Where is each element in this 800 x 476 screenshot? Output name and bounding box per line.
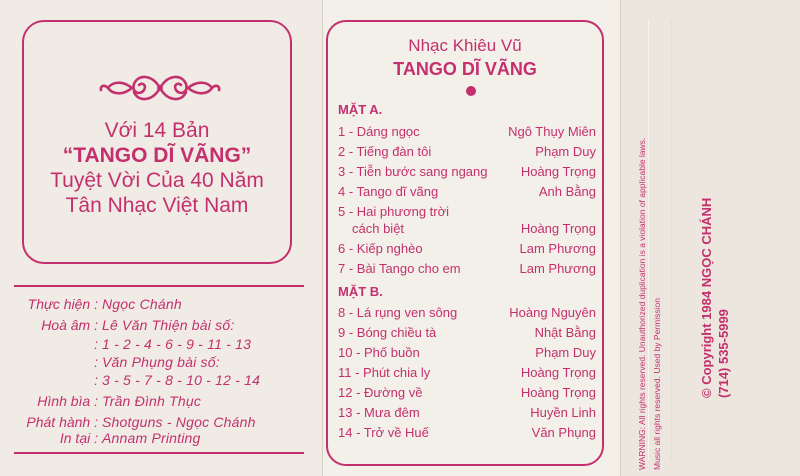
track-artist: Hoàng Trọng — [520, 164, 596, 179]
warning-text: WARNING: All rights reserved. Unauthorized duplication is a violation of applicable laws. — [637, 137, 647, 470]
track-artist: Văn Phụng — [531, 425, 596, 440]
track-title: 11 - Phút chia ly — [338, 365, 431, 380]
credit-label: Thực hiện : — [27, 296, 98, 312]
tracklist-box — [326, 20, 604, 466]
credit-label: In tại : — [59, 430, 98, 446]
track-artist: Anh Bằng — [538, 184, 596, 199]
fold-line — [322, 0, 323, 476]
track-title: 6 - Kiếp nghèo — [338, 241, 423, 256]
scroll-ornament-icon — [98, 70, 222, 106]
track-artist: Lam Phương — [519, 241, 596, 256]
album-title: TANGO DĨ VÃNG — [393, 59, 537, 79]
track-title: 2 - Tiếng đàn tôi — [338, 144, 432, 159]
track-artist: Hoàng Trọng — [520, 365, 596, 380]
track-title: 3 - Tiễn bước sang ngang — [338, 164, 488, 179]
credit-label: : — [94, 354, 98, 370]
title-lines — [24, 118, 290, 218]
track-artist: Ngô Thụy Miên — [508, 124, 596, 139]
copyright-text: © Copyright 1984 NGỌC CHÁNH — [699, 197, 714, 398]
credit-value: Shotguns - Ngọc Chánh — [102, 414, 256, 430]
track-artist: Phạm Duy — [535, 345, 596, 360]
credit-label: : — [94, 372, 98, 388]
credit-label: Phát hành : — [26, 414, 98, 430]
track-artist: Hoàng Nguyên — [509, 305, 596, 320]
track-title: 14 - Trở về Huế — [338, 425, 429, 440]
track-artist: Huyền Linh — [530, 405, 596, 420]
track-title: 4 - Tango dĩ vãng — [338, 184, 439, 199]
title-line-tagline: Tuyệt Vời Của 40 Năm — [50, 169, 264, 192]
side-b-label: MẶT B. — [338, 284, 383, 299]
phone-number: (714) 535-5999 — [716, 309, 731, 398]
track-artist: Phạm Duy — [535, 144, 596, 159]
track-artist: Nhật Bằng — [534, 325, 596, 340]
track-title-continued: cách biệt — [352, 221, 405, 236]
bullet-dot-icon — [466, 86, 476, 96]
credits-top-divider — [14, 285, 304, 287]
title-line-album: “TANGO DĨ VÃNG” — [62, 144, 252, 167]
title-line-count: Với 14 Bản — [104, 119, 210, 142]
credit-value: Annam Printing — [102, 430, 201, 446]
credit-label: Hoà âm : — [41, 317, 98, 333]
credit-value: Văn Phụng bài số: — [102, 354, 220, 370]
music-rights-text: Music all rights reserved. Used by Permission — [652, 298, 662, 470]
track-title: 1 - Dáng ngọc — [338, 124, 420, 139]
fold-line — [620, 0, 621, 476]
credit-value: 1 - 2 - 4 - 6 - 9 - 11 - 13 — [102, 336, 252, 352]
side-a-label: MẶT A. — [338, 102, 383, 117]
track-artist: Hoàng Trọng — [520, 385, 596, 400]
credit-value: Ngọc Chánh — [102, 296, 182, 312]
title-line-genre: Tân Nhạc Việt Nam — [65, 194, 249, 217]
track-artist: Lam Phương — [519, 261, 596, 276]
track-title: 5 - Hai phương trời — [338, 204, 450, 219]
credit-label: Hình bìa : — [37, 393, 98, 409]
track-title: 9 - Bóng chiều tà — [338, 325, 437, 340]
credits-bottom-divider — [14, 452, 304, 454]
credit-label: : — [94, 336, 98, 352]
tracklist-subtitle: Nhạc Khiêu Vũ — [408, 36, 522, 55]
track-title: 10 - Phố buồn — [338, 345, 420, 360]
credit-value: Lê Văn Thiện bài số: — [102, 317, 235, 333]
credit-value: 3 - 5 - 7 - 8 - 10 - 12 - 14 — [102, 372, 261, 388]
track-title: 8 - Lá rụng ven sông — [338, 305, 458, 320]
track-title: 12 - Đường về — [338, 385, 423, 400]
track-title: 7 - Bài Tango cho em — [338, 261, 461, 276]
track-title: 13 - Mưa đêm — [338, 405, 420, 420]
track-artist: Hoàng Trọng — [520, 221, 596, 236]
credit-value: Trần Đình Thục — [102, 393, 202, 409]
title-box — [22, 20, 292, 264]
